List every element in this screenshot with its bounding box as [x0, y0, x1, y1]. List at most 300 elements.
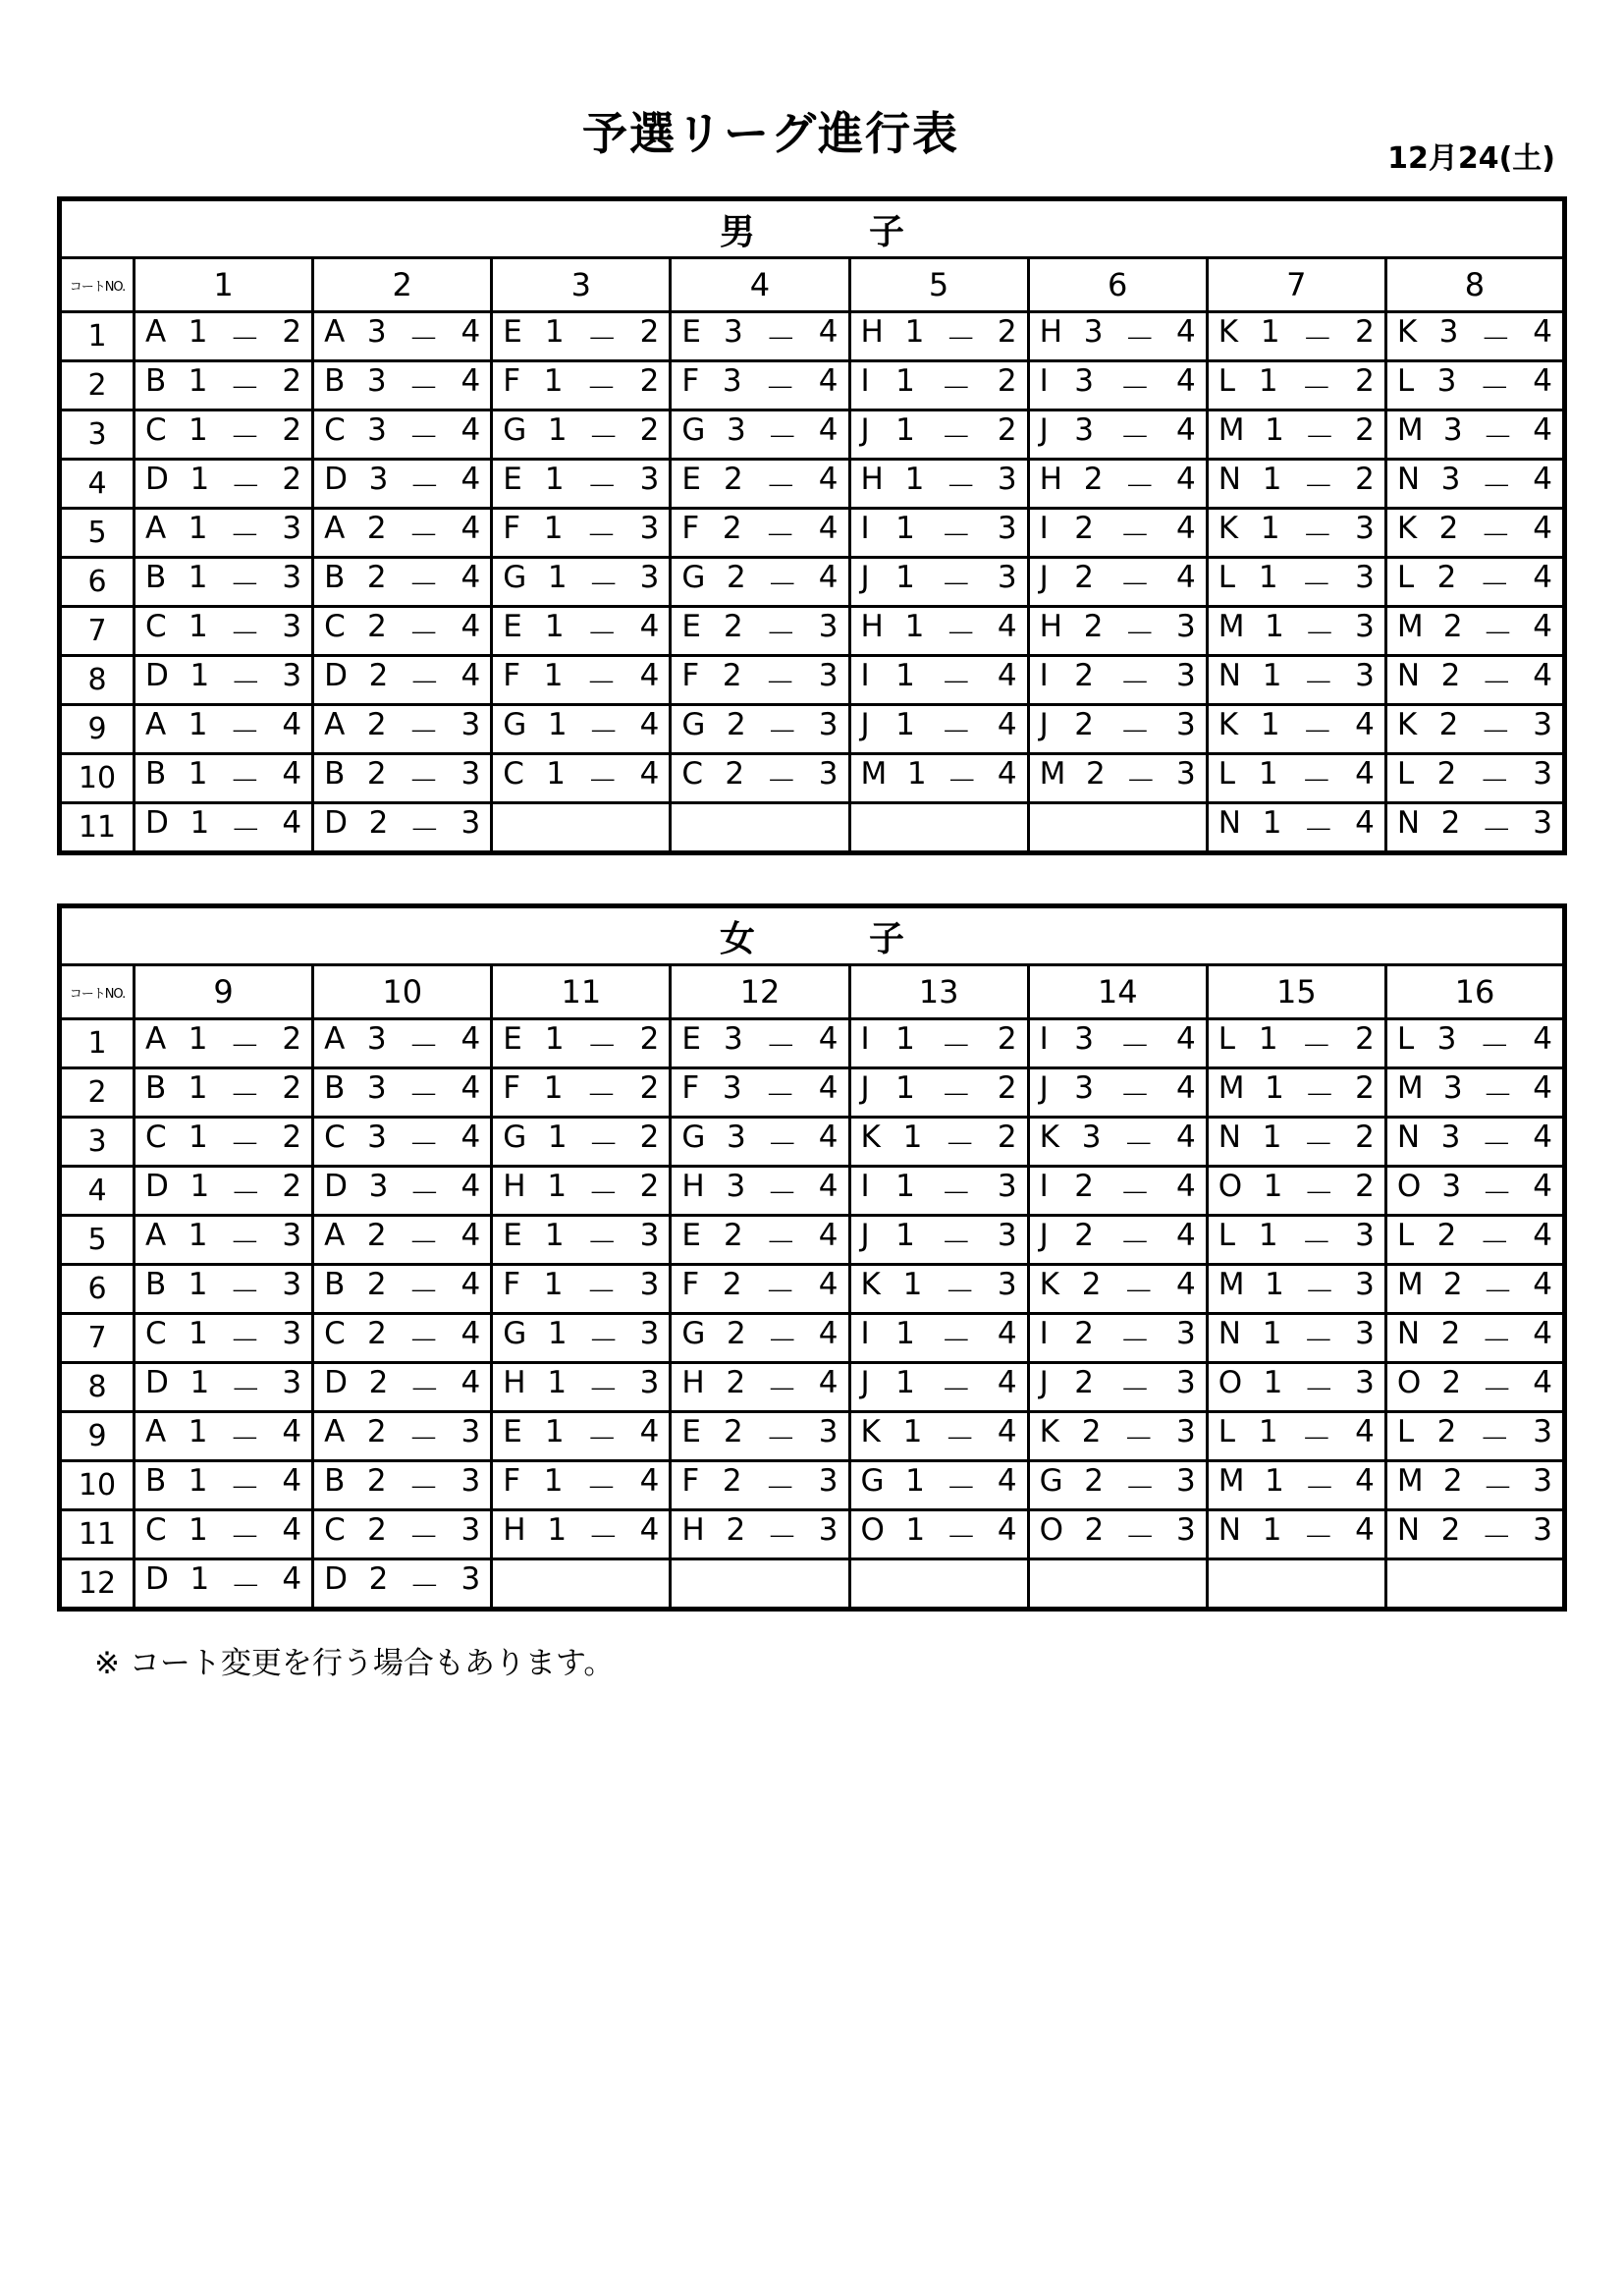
team-b: 2	[997, 363, 1017, 399]
team-a: 1	[189, 1365, 210, 1400]
vs-dash: －	[766, 1373, 797, 1408]
team-b: 2	[282, 1169, 302, 1204]
vs-dash: －	[946, 1520, 977, 1556]
team-b: 3	[1175, 756, 1196, 792]
group-letter: A	[145, 511, 167, 546]
vs-dash: －	[408, 1569, 440, 1605]
group-letter: O	[860, 1512, 885, 1548]
group-letter: B	[324, 560, 346, 595]
team-b: 3	[282, 658, 302, 693]
match-cell	[671, 803, 849, 853]
team-a: 2	[722, 511, 742, 546]
match-cell	[1385, 1363, 1564, 1412]
team-a: 2	[366, 1414, 387, 1449]
vs-dash: －	[587, 1176, 619, 1212]
match-cell	[313, 410, 492, 460]
team-a: 1	[1263, 1365, 1283, 1400]
vs-dash: －	[230, 1324, 261, 1359]
team-a: 3	[368, 462, 389, 497]
group-letter: G	[503, 1120, 527, 1155]
group-letter: C	[324, 1120, 346, 1155]
match-cell	[1207, 1510, 1385, 1559]
team-b: 4	[282, 1414, 302, 1449]
team-b: 3	[818, 1414, 839, 1449]
vs-dash: －	[408, 715, 440, 750]
team-b: 4	[997, 609, 1017, 644]
match-cell	[313, 1461, 492, 1510]
vs-dash: －	[1303, 1520, 1334, 1556]
team-b: 4	[1176, 363, 1196, 399]
group-letter: O	[1039, 1512, 1064, 1548]
team-a: 1	[543, 1463, 564, 1499]
team-b: 4	[997, 1414, 1017, 1449]
team-b: 4	[460, 412, 481, 448]
round-number: 10	[60, 1461, 135, 1510]
team-a: 2	[1074, 658, 1095, 693]
team-a: 1	[188, 1021, 208, 1057]
group-letter: H	[860, 462, 884, 497]
team-a: 1	[188, 511, 208, 546]
vs-dash: －	[408, 813, 440, 848]
round-number: 8	[60, 1363, 135, 1412]
match-cell	[849, 361, 1028, 410]
team-b: 4	[460, 1365, 481, 1400]
group-letter: K	[860, 1414, 881, 1449]
team-a: 3	[1074, 1021, 1095, 1057]
team-b: 3	[818, 1463, 839, 1499]
match-cell	[135, 1019, 313, 1068]
match-cell	[135, 754, 313, 803]
match-cell	[1207, 361, 1385, 410]
match-cell	[671, 361, 849, 410]
group-letter: J	[860, 1218, 870, 1253]
round-number: 3	[60, 1118, 135, 1167]
vs-dash: －	[946, 322, 977, 357]
team-b: 4	[460, 511, 481, 546]
team-b: 4	[460, 1267, 481, 1302]
group-letter: O	[1396, 1365, 1422, 1400]
group-letter: E	[503, 314, 522, 350]
match-cell	[1385, 1216, 1564, 1265]
team-b: 2	[282, 1070, 302, 1106]
match-cell	[1385, 410, 1564, 460]
team-a: 1	[895, 1218, 915, 1253]
vs-dash: －	[1119, 1029, 1151, 1065]
vs-dash: －	[1479, 764, 1510, 799]
vs-dash: －	[1481, 1127, 1512, 1163]
group-letter: E	[503, 1414, 522, 1449]
match-cell	[671, 1216, 849, 1265]
team-b: 3	[1533, 1463, 1552, 1499]
group-letter: K	[1039, 1267, 1059, 1302]
group-letter: L	[1396, 363, 1415, 399]
team-b: 4	[997, 1316, 1017, 1351]
team-a: 3	[1436, 363, 1457, 399]
team-a: 1	[547, 1169, 568, 1204]
round-number: 5	[60, 509, 135, 558]
group-letter: K	[1218, 511, 1239, 546]
match-cell	[671, 1363, 849, 1412]
match-cell	[135, 607, 313, 656]
team-b: 4	[1533, 609, 1552, 644]
group-letter: A	[324, 1414, 346, 1449]
women-schedule-table	[57, 903, 1567, 1612]
team-b: 4	[1533, 1169, 1552, 1204]
team-a: 3	[722, 363, 742, 399]
team-b: 4	[1533, 314, 1552, 350]
court-header-row	[60, 258, 1565, 312]
vs-dash: －	[408, 371, 440, 407]
page-title: 予選リーグ進行表	[582, 107, 959, 160]
court-number: 13	[849, 965, 1028, 1019]
match-cell	[1207, 607, 1385, 656]
team-a: 1	[905, 1512, 926, 1548]
match-cell	[671, 460, 849, 509]
match-cell	[135, 1167, 313, 1216]
group-letter: F	[681, 363, 700, 399]
team-b: 3	[282, 1365, 302, 1400]
vs-dash: －	[1480, 322, 1511, 357]
group-letter: C	[145, 412, 167, 448]
team-a: 3	[1440, 462, 1461, 497]
team-a: 1	[544, 1218, 565, 1253]
team-a: 1	[188, 314, 208, 350]
team-b: 4	[639, 756, 660, 792]
group-letter: N	[1396, 1120, 1421, 1155]
vs-dash: －	[765, 617, 796, 652]
match-cell	[313, 361, 492, 410]
team-b: 4	[997, 707, 1017, 742]
group-letter: M	[1218, 1070, 1245, 1106]
match-cell	[492, 803, 671, 853]
match-cell	[1028, 1510, 1207, 1559]
round-number: 6	[60, 558, 135, 607]
team-b: 2	[639, 1120, 660, 1155]
match-cell	[313, 1118, 492, 1167]
vs-dash: －	[1479, 371, 1510, 407]
team-a: 2	[1436, 756, 1457, 792]
team-b: 4	[1533, 1316, 1552, 1351]
team-b: 3	[1355, 609, 1375, 644]
vs-dash: －	[408, 1471, 440, 1506]
team-b: 2	[997, 314, 1017, 350]
match-cell	[849, 1314, 1028, 1363]
match-cell	[671, 1118, 849, 1167]
table-row	[60, 1363, 1565, 1412]
group-letter: G	[681, 1316, 706, 1351]
table-row	[60, 1216, 1565, 1265]
group-letter: B	[324, 363, 346, 399]
group-letter: B	[145, 560, 167, 595]
match-cell	[1207, 1461, 1385, 1510]
vs-dash: －	[1124, 1471, 1156, 1506]
team-b: 3	[1533, 1414, 1552, 1449]
team-a: 1	[188, 1070, 208, 1106]
vs-dash: －	[941, 420, 972, 456]
match-cell	[492, 361, 671, 410]
team-a: 1	[1258, 1021, 1278, 1057]
match-cell	[1028, 1265, 1207, 1314]
team-b: 3	[997, 462, 1017, 497]
team-a: 3	[1441, 1169, 1462, 1204]
team-b: 4	[1355, 805, 1375, 841]
team-a: 3	[367, 412, 387, 448]
team-a: 1	[1265, 412, 1284, 448]
group-letter: E	[681, 609, 701, 644]
team-b: 3	[639, 462, 660, 497]
vs-dash: －	[229, 1029, 260, 1065]
match-cell	[1385, 1068, 1564, 1118]
match-cell	[135, 1363, 313, 1412]
team-a: 2	[1441, 1365, 1462, 1400]
match-cell	[313, 754, 492, 803]
vs-dash: －	[1119, 1324, 1151, 1359]
team-b: 3	[282, 609, 302, 644]
match-cell	[135, 558, 313, 607]
match-cell	[1385, 361, 1564, 410]
group-letter: G	[1039, 1463, 1063, 1499]
vs-dash: －	[1301, 1029, 1332, 1065]
vs-dash: －	[767, 715, 798, 750]
vs-dash: －	[586, 1078, 618, 1114]
match-cell	[1028, 1461, 1207, 1510]
match-cell	[135, 1461, 313, 1510]
group-letter: K	[1396, 511, 1418, 546]
team-a: 1	[902, 1414, 923, 1449]
group-letter: F	[503, 658, 521, 693]
round-number: 10	[60, 754, 135, 803]
team-a: 3	[1074, 1070, 1095, 1106]
group-letter: D	[324, 805, 348, 841]
vs-dash: －	[1482, 420, 1513, 456]
match-cell	[492, 705, 671, 754]
group-letter: G	[681, 1120, 706, 1155]
team-b: 4	[460, 1218, 481, 1253]
group-letter: I	[1039, 1021, 1049, 1057]
table-row	[60, 558, 1565, 607]
team-a: 1	[895, 658, 915, 693]
team-a: 1	[906, 756, 927, 792]
round-number: 11	[60, 803, 135, 853]
team-a: 1	[188, 1512, 208, 1548]
group-letter: N	[1218, 1316, 1241, 1351]
match-cell	[849, 656, 1028, 705]
team-a: 3	[1440, 1120, 1461, 1155]
team-b: 4	[1533, 1365, 1552, 1400]
group-letter: G	[681, 412, 706, 448]
team-b: 4	[460, 658, 481, 693]
vs-dash: －	[941, 666, 972, 701]
team-a: 1	[1258, 560, 1278, 595]
court-number: 15	[1207, 965, 1385, 1019]
match-cell	[1207, 1363, 1385, 1412]
match-cell	[671, 607, 849, 656]
team-a: 2	[722, 1463, 742, 1499]
team-a: 1	[189, 1169, 210, 1204]
vs-dash: －	[1123, 1275, 1155, 1310]
team-a: 2	[726, 1512, 746, 1548]
group-letter: J	[860, 560, 870, 595]
team-b: 2	[639, 363, 660, 399]
group-letter: A	[145, 707, 167, 742]
group-letter: F	[503, 1070, 521, 1106]
team-b: 3	[1355, 1218, 1375, 1253]
vs-dash: －	[1119, 1176, 1151, 1212]
team-b: 3	[818, 609, 839, 644]
group-letter: D	[324, 1561, 348, 1597]
team-b: 2	[282, 314, 302, 350]
group-letter: F	[681, 1267, 700, 1302]
match-cell	[313, 509, 492, 558]
group-letter: K	[1039, 1120, 1059, 1155]
match-cell	[671, 410, 849, 460]
group-letter: B	[324, 756, 346, 792]
team-a: 2	[366, 707, 387, 742]
court-number: 12	[671, 965, 849, 1019]
team-a: 1	[1263, 1169, 1283, 1204]
team-b: 3	[1533, 707, 1552, 742]
team-b: 2	[639, 1169, 660, 1204]
match-cell	[849, 1167, 1028, 1216]
team-a: 1	[544, 1021, 565, 1057]
team-b: 3	[997, 511, 1017, 546]
team-b: 4	[818, 1267, 839, 1302]
group-letter: K	[1039, 1414, 1059, 1449]
team-a: 2	[366, 756, 387, 792]
team-b: 2	[1355, 1120, 1375, 1155]
vs-dash: －	[586, 1275, 618, 1310]
vs-dash: －	[229, 715, 260, 750]
team-a: 2	[1074, 1316, 1095, 1351]
match-cell	[849, 1363, 1028, 1412]
team-b: 4	[1176, 462, 1196, 497]
group-letter: E	[503, 1021, 522, 1057]
team-a: 1	[547, 707, 568, 742]
match-cell	[849, 1068, 1028, 1118]
team-b: 3	[460, 1414, 481, 1449]
match-cell	[671, 509, 849, 558]
team-b: 4	[1533, 1218, 1552, 1253]
vs-dash: －	[1479, 1226, 1510, 1261]
vs-dash: －	[941, 1226, 972, 1261]
group-letter: E	[681, 314, 701, 350]
team-b: 4	[1355, 756, 1375, 792]
group-letter: K	[860, 1267, 881, 1302]
court-number: 1	[135, 258, 313, 312]
match-cell	[1207, 705, 1385, 754]
team-a: 2	[1440, 1316, 1461, 1351]
vs-dash: －	[1119, 715, 1151, 750]
vs-dash: －	[946, 1471, 977, 1506]
team-a: 1	[188, 412, 208, 448]
match-cell	[492, 460, 671, 509]
vs-dash: －	[408, 1422, 440, 1457]
team-b: 4	[1533, 412, 1552, 448]
team-a: 3	[1442, 1070, 1463, 1106]
match-cell	[135, 1559, 313, 1610]
match-cell	[135, 1118, 313, 1167]
vs-dash: －	[767, 420, 798, 456]
table-row	[60, 460, 1565, 509]
vs-dash: －	[1480, 715, 1511, 750]
court-number: 9	[135, 965, 313, 1019]
group-letter: M	[1218, 1463, 1245, 1499]
team-b: 3	[282, 511, 302, 546]
team-b: 3	[460, 805, 481, 841]
table-row	[60, 1510, 1565, 1559]
vs-dash: －	[1119, 666, 1151, 701]
group-letter: J	[860, 1365, 870, 1400]
team-a: 3	[366, 314, 387, 350]
group-letter: J	[860, 412, 870, 448]
team-b: 3	[639, 560, 660, 595]
vs-dash: －	[229, 519, 260, 554]
match-cell	[135, 361, 313, 410]
match-cell	[849, 410, 1028, 460]
team-b: 4	[818, 412, 839, 448]
vs-dash: －	[408, 666, 440, 701]
team-b: 4	[460, 363, 481, 399]
team-b: 2	[1355, 363, 1375, 399]
vs-dash: －	[765, 1029, 796, 1065]
group-letter: D	[324, 658, 348, 693]
vs-dash: －	[1480, 519, 1511, 554]
group-letter: J	[1039, 1365, 1049, 1400]
match-cell	[1385, 1510, 1564, 1559]
vs-dash: －	[941, 568, 972, 603]
vs-dash: －	[1119, 420, 1151, 456]
team-a: 2	[722, 1267, 742, 1302]
table-row	[60, 1167, 1565, 1216]
group-letter: M	[1396, 1463, 1424, 1499]
vs-dash: －	[1482, 617, 1513, 652]
vs-dash: －	[766, 1176, 797, 1212]
team-b: 2	[1355, 412, 1375, 448]
table-row	[60, 1118, 1565, 1167]
match-cell	[1207, 460, 1385, 509]
round-number: 8	[60, 656, 135, 705]
match-cell	[671, 312, 849, 361]
table-row	[60, 1412, 1565, 1461]
match-cell	[1207, 1265, 1385, 1314]
team-a: 1	[1258, 1414, 1278, 1449]
round-number: 1	[60, 312, 135, 361]
team-a: 1	[895, 363, 915, 399]
match-cell	[135, 410, 313, 460]
match-cell	[313, 1019, 492, 1068]
team-b: 4	[1533, 560, 1552, 595]
group-letter: E	[681, 1414, 701, 1449]
team-a: 1	[902, 1120, 923, 1155]
match-cell	[1207, 410, 1385, 460]
vs-dash: －	[765, 322, 796, 357]
team-a: 1	[1265, 609, 1284, 644]
group-letter: C	[324, 1316, 346, 1351]
group-letter: M	[1039, 756, 1066, 792]
team-a: 2	[1074, 707, 1095, 742]
team-b: 4	[1355, 1512, 1375, 1548]
vs-dash: －	[1119, 1078, 1151, 1114]
group-letter: K	[1218, 314, 1239, 350]
match-cell	[492, 1559, 671, 1610]
vs-dash: －	[229, 764, 260, 799]
team-b: 3	[1176, 658, 1196, 693]
group-letter: A	[145, 1021, 167, 1057]
group-letter: B	[324, 1070, 346, 1106]
group-letter: A	[324, 1218, 346, 1253]
team-a: 1	[1260, 314, 1280, 350]
team-a: 1	[544, 1414, 565, 1449]
